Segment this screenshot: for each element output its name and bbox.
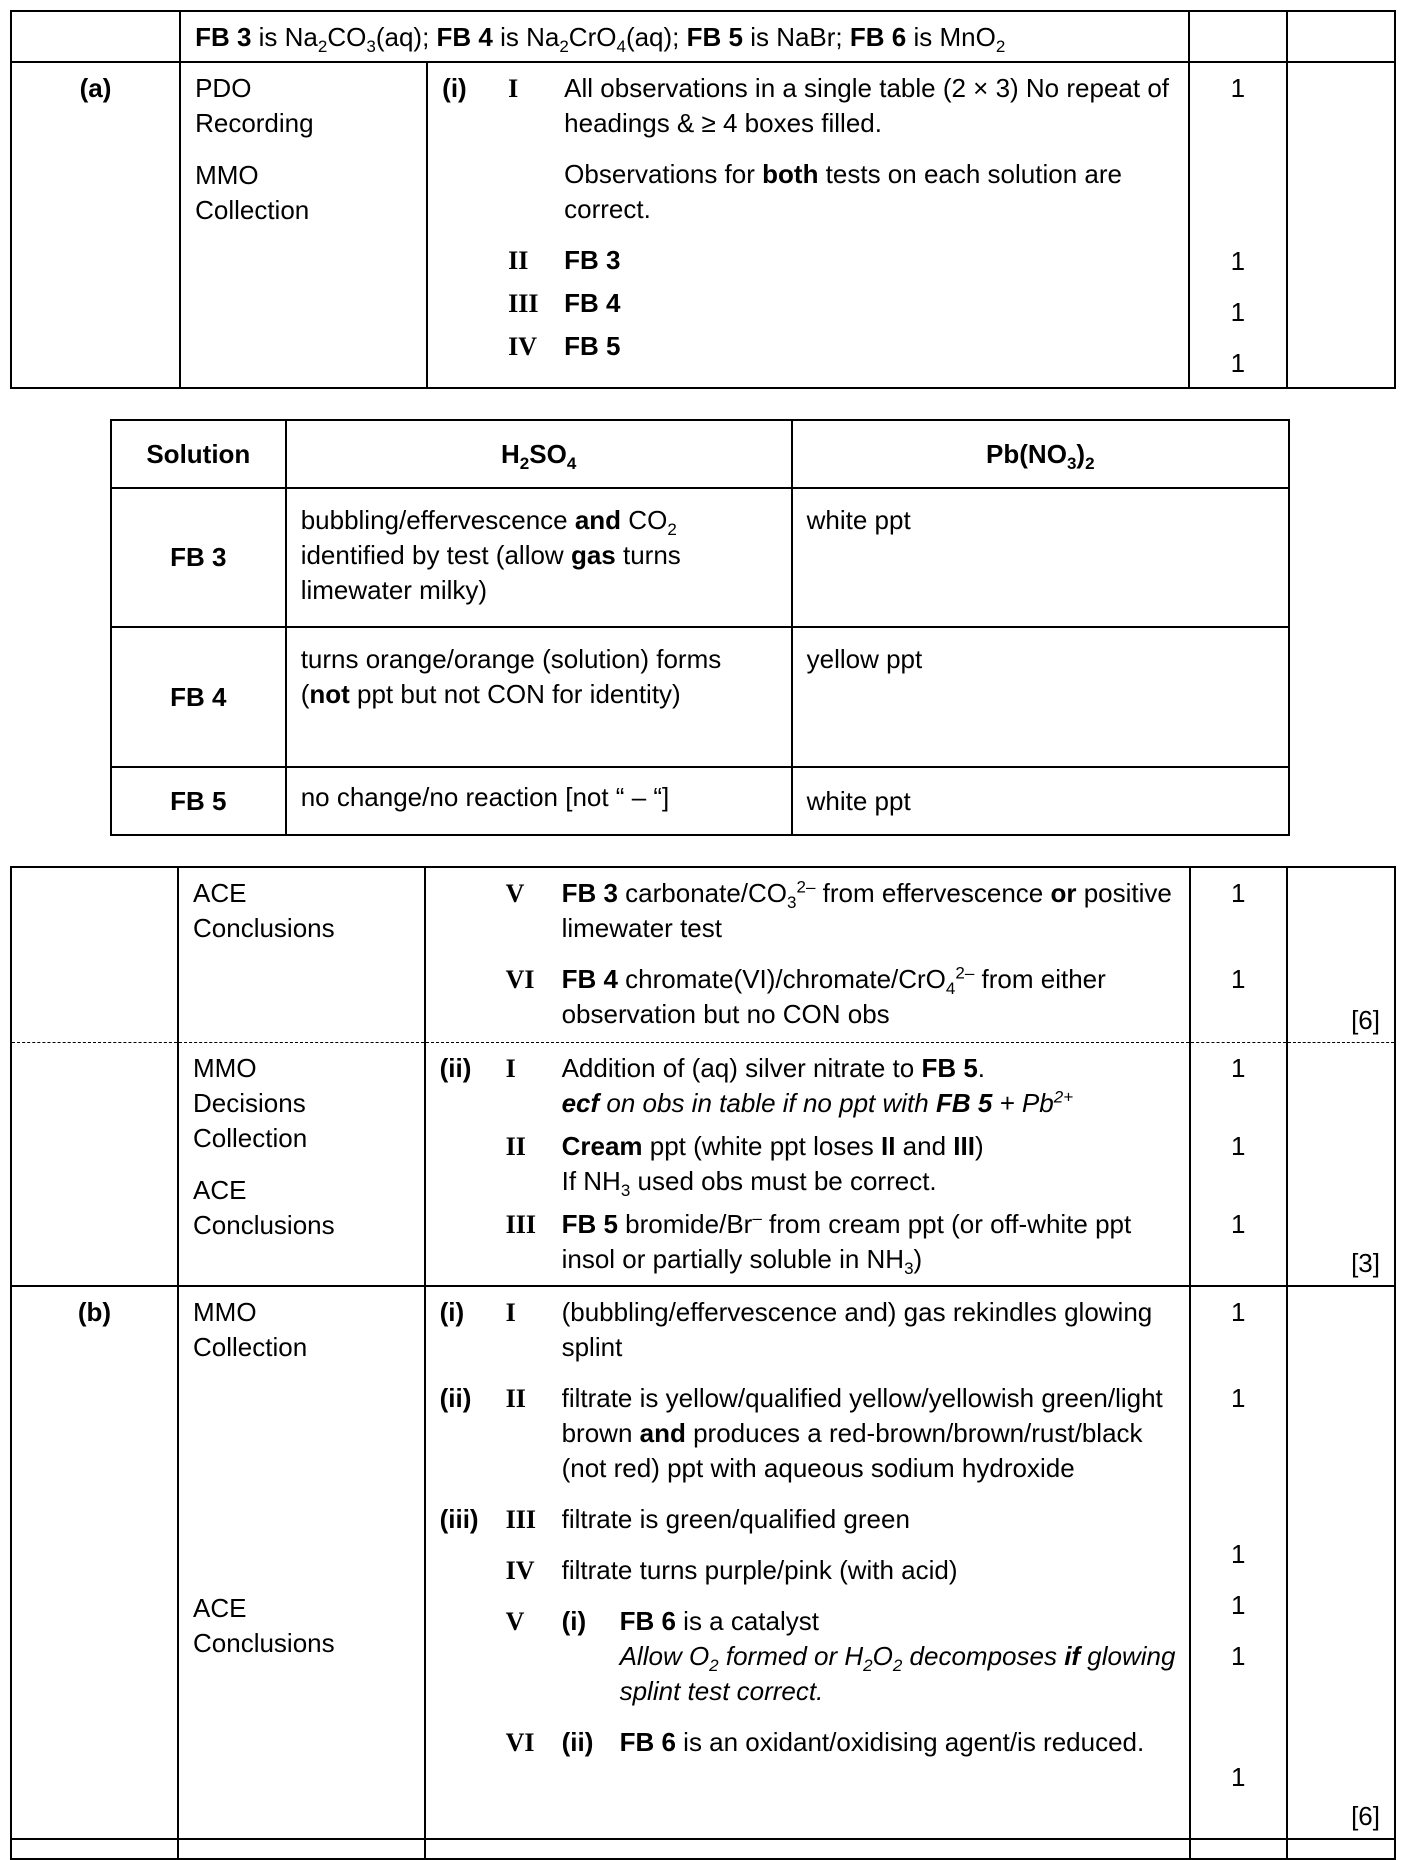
mark-value: 1 — [1231, 1762, 1246, 1792]
answer-text: FB 5 — [564, 331, 621, 361]
skill-label: ACE — [193, 1593, 247, 1623]
roman-numeral: V — [505, 879, 525, 908]
text: FB 5 — [921, 1052, 978, 1083]
total-marks: [6] — [1287, 1286, 1395, 1839]
subscript: 3 — [904, 1258, 914, 1278]
text: Observations for — [564, 159, 763, 189]
text: filtrate is yellow/qualified yellow/yellowish green/light brown — [561, 1383, 1163, 1448]
text: FB 5 — [935, 1087, 993, 1118]
text: ppt but not CON for identity) — [349, 679, 681, 709]
answer-cell — [425, 1286, 1190, 1839]
text: glowing splint test correct. — [619, 1641, 1176, 1706]
fb6-label: FB 6 — [849, 22, 907, 52]
answer-line — [440, 1381, 1189, 1486]
mark-value: 1 — [1231, 1383, 1246, 1413]
mark-cell — [1189, 11, 1287, 62]
mark-value: 1 — [1231, 1052, 1246, 1083]
text — [564, 157, 1187, 227]
text: chromate(VI)/chromate/CrO — [617, 964, 946, 994]
answer-line — [440, 1295, 1189, 1365]
text: is MnO — [906, 22, 996, 52]
skill-cell — [180, 62, 427, 388]
text: decomposes — [902, 1641, 1065, 1671]
text: turns limewater milky) — [300, 540, 681, 605]
answer-text — [562, 1051, 1189, 1121]
mark-value: 1 — [1231, 1208, 1246, 1239]
acid-observation — [286, 488, 792, 627]
mark-value: 1 — [1231, 878, 1246, 908]
text: is NaBr; — [742, 22, 850, 52]
text: ecf — [561, 1087, 600, 1118]
answer-text — [562, 962, 1189, 1032]
table-row — [111, 488, 1289, 627]
text: used obs must be correct. — [630, 1165, 937, 1196]
text: if — [1064, 1641, 1081, 1671]
text: FB 3 — [561, 878, 618, 908]
question-code: (b) — [11, 1286, 178, 1839]
roman-numeral: II — [508, 246, 529, 275]
skill-label: MMO — [193, 1052, 257, 1083]
answer-line — [442, 286, 1187, 329]
part-a-conclusions-row — [11, 867, 1395, 1042]
text: CO — [327, 22, 367, 52]
answer-cell — [425, 1042, 1190, 1286]
subscript: 3 — [787, 893, 797, 913]
answer-line — [440, 962, 1189, 1032]
text: carbonate/CO — [617, 878, 788, 908]
acid-observation: no change/no reaction [not “ – “] — [286, 767, 792, 835]
skill-cell — [178, 1042, 425, 1286]
answer-text — [620, 1725, 1189, 1760]
skill-label: PDO — [195, 73, 252, 103]
subscript: 2 — [559, 37, 569, 57]
text: FB 4 — [561, 964, 618, 994]
subscript: 4 — [945, 979, 956, 999]
text: bromide/Br — [617, 1208, 753, 1239]
text: from effervescence — [815, 878, 1051, 908]
fb3-label: FB 3 — [195, 22, 252, 52]
substances-header — [180, 11, 1189, 62]
part-a-row — [11, 62, 1395, 388]
mark-value: 1 — [1231, 1641, 1246, 1671]
text: II — [881, 1130, 896, 1161]
subscript: 4 — [616, 37, 626, 57]
answer-text: FB 3 — [564, 245, 621, 275]
roman-numeral: I — [505, 1053, 516, 1083]
text: ) — [974, 1130, 984, 1161]
answer-line — [442, 329, 1187, 372]
text: from either observation but no CON obs — [561, 964, 1106, 1029]
skill-cell — [178, 867, 425, 1042]
roman-numeral: VI — [505, 965, 535, 994]
mark-value: 1 — [1230, 73, 1246, 103]
text: produces a red-brown/brown/rust/black (not red) ppt with aqueous sodium hydroxide — [561, 1418, 1143, 1483]
lead-observation: white ppt — [792, 488, 1289, 627]
subscript: 2 — [667, 520, 677, 540]
text: Cream — [561, 1130, 643, 1161]
skill-label: ACE — [193, 878, 247, 908]
mark-cell — [1190, 1042, 1287, 1286]
total-marks: [3] — [1287, 1042, 1395, 1286]
roman-numeral: III — [505, 1209, 536, 1239]
text: Addition of (aq) silver nitrate to — [561, 1052, 922, 1083]
text: and — [895, 1130, 954, 1161]
header-row — [11, 11, 1395, 62]
text: FB 5 — [561, 1208, 618, 1239]
answer-line — [440, 1129, 1189, 1199]
superscript: 2+ — [1053, 1086, 1074, 1106]
text: and — [574, 505, 622, 535]
answer-text — [562, 1129, 1189, 1199]
subpart-label: (ii) — [439, 1383, 472, 1413]
skill-label: Collection — [193, 1122, 308, 1153]
subscript: 2 — [863, 1656, 873, 1676]
skill-label: Conclusions — [193, 913, 335, 943]
text: ) — [913, 1243, 923, 1274]
text: H — [501, 438, 520, 469]
subscript: 2 — [892, 1656, 903, 1676]
observation-table — [110, 419, 1290, 836]
empty-cell — [1287, 1839, 1395, 1859]
text: + Pb — [992, 1087, 1054, 1118]
column-header: Solution — [111, 420, 286, 488]
text: or — [1050, 878, 1077, 908]
skill-label: ACE — [193, 1174, 247, 1205]
mark-value: 1 — [1230, 246, 1246, 276]
subpart-label: (iii) — [439, 1504, 479, 1534]
answer-cell — [425, 867, 1190, 1042]
total-marks: [6] — [1287, 867, 1395, 1042]
skill-label: Conclusions — [193, 1628, 335, 1658]
text: FB 6 — [619, 1727, 676, 1757]
text: (aq); — [375, 22, 437, 52]
mark-value: 1 — [1231, 1297, 1246, 1327]
subscript: 2 — [317, 37, 328, 57]
part-a-ii-row — [11, 1042, 1395, 1286]
answer-cell — [427, 62, 1188, 388]
answer-line — [440, 1051, 1189, 1121]
text: Pb(NO — [986, 438, 1067, 469]
question-code: (a) — [11, 62, 180, 388]
answer-line — [440, 876, 1189, 946]
answer-text: filtrate turns purple/pink (with acid) — [561, 1555, 958, 1585]
table-row — [111, 627, 1289, 767]
mark-value: 1 — [1231, 964, 1246, 994]
text: not — [309, 679, 350, 709]
mark-scheme-table-b — [10, 866, 1396, 1860]
text: on obs in table if no ppt with — [599, 1087, 936, 1118]
empty-cell — [11, 1042, 178, 1286]
roman-numeral: I — [505, 1298, 516, 1327]
total-cell — [1287, 11, 1395, 62]
answer-line — [440, 1207, 1189, 1277]
mark-cell — [1189, 62, 1287, 388]
text: bubbling/effervescence — [300, 505, 575, 535]
superscript: – — [752, 1207, 762, 1227]
skill-label: Recording — [195, 108, 314, 138]
empty-cell — [11, 11, 180, 62]
total-cell — [1287, 62, 1395, 388]
subscript: 2 — [519, 453, 530, 473]
empty-cell — [11, 867, 178, 1042]
text: O — [872, 1641, 893, 1671]
text: is a catalyst — [675, 1606, 819, 1636]
subpart-label: (i) — [442, 73, 467, 103]
text: turns orange/orange (solution) forms ( — [300, 644, 722, 709]
mark-cell — [1190, 867, 1287, 1042]
text: FB 6 — [619, 1606, 676, 1636]
roman-numeral: III — [508, 289, 539, 318]
text: Allow O — [619, 1641, 710, 1671]
skill-cell — [178, 1286, 425, 1839]
text: CrO — [568, 22, 617, 52]
text: is an oxidant/oxidising agent/is reduced. — [675, 1727, 1145, 1757]
answer-line — [440, 1553, 1189, 1588]
text: CO — [621, 505, 668, 535]
text: III — [953, 1130, 975, 1161]
roman-numeral: VI — [505, 1728, 535, 1757]
subscript: 2 — [995, 37, 1006, 57]
text: from cream ppt (or off-white ppt insol or partially soluble in NH — [561, 1208, 1132, 1274]
subpart-label: (i) — [561, 1606, 587, 1636]
acid-observation — [286, 627, 792, 767]
mark-value: 1 — [1230, 297, 1246, 327]
roman-numeral: IV — [505, 1556, 535, 1585]
mark-cell — [1190, 1286, 1287, 1839]
text: positive limewater test — [561, 878, 1172, 943]
roman-numeral: III — [505, 1505, 536, 1534]
answer-text: filtrate is green/qualified green — [561, 1504, 910, 1534]
skill-label: Collection — [195, 195, 310, 225]
text: ) — [1076, 438, 1086, 469]
lead-observation: white ppt — [792, 767, 1289, 835]
mark-scheme-table-a — [10, 10, 1396, 389]
text: tests on each solution are correct. — [564, 159, 1122, 224]
skill-label: Decisions — [193, 1087, 306, 1118]
text: ppt (white ppt loses — [642, 1130, 881, 1161]
empty-cell — [1190, 1839, 1287, 1859]
answer-line — [440, 1604, 1189, 1709]
roman-numeral: V — [505, 1607, 525, 1636]
subpart-label: (i) — [439, 1297, 465, 1327]
subscript: 4 — [566, 453, 577, 473]
solution-label: FB 5 — [111, 767, 286, 835]
mark-value: 1 — [1231, 1590, 1246, 1620]
text: . — [977, 1052, 986, 1083]
empty-cell — [11, 1839, 178, 1859]
mark-value: 1 — [1230, 348, 1246, 378]
subscript: 2 — [709, 1656, 719, 1676]
text: and — [639, 1418, 686, 1448]
text: All observations in a single table (2 × 3) No repeat of headings & ≥ 4 boxes filled. — [564, 73, 1169, 138]
solution-label: FB 3 — [111, 488, 286, 627]
text: (aq); — [625, 22, 687, 52]
roman-numeral: II — [505, 1384, 526, 1413]
answer-text — [562, 1381, 1189, 1486]
obs-header-row — [111, 420, 1289, 488]
subscript: 3 — [366, 37, 376, 57]
empty-cell — [425, 1839, 1190, 1859]
answer-line — [440, 1725, 1189, 1760]
subpart-label: (ii) — [561, 1727, 594, 1757]
column-header — [286, 420, 792, 488]
mark-value: 1 — [1231, 1130, 1246, 1161]
text: gas — [570, 540, 616, 570]
skill-label: Conclusions — [193, 1209, 335, 1240]
answer-line — [440, 1502, 1189, 1537]
table-row — [111, 767, 1289, 835]
answer-line — [442, 71, 1187, 243]
skill-label: Collection — [193, 1332, 308, 1362]
fb4-label: FB 4 — [436, 22, 493, 52]
roman-numeral: II — [505, 1131, 526, 1161]
superscript: 2– — [955, 963, 975, 983]
lead-observation: yellow ppt — [792, 627, 1289, 767]
text: If NH — [561, 1165, 621, 1196]
text: SO — [529, 438, 567, 469]
subscript: 3 — [1066, 453, 1077, 473]
text: identified by test (allow — [300, 540, 571, 570]
roman-numeral: I — [508, 74, 519, 103]
text: is Na — [251, 22, 318, 52]
part-b-row — [11, 1286, 1395, 1839]
mark-value: 1 — [1231, 1539, 1246, 1569]
answer-text: (bubbling/effervescence and) gas rekindles glowing splint — [561, 1297, 1153, 1362]
skill-label: MMO — [195, 160, 259, 190]
roman-numeral: IV — [508, 332, 538, 361]
answer-text — [564, 71, 1187, 243]
answer-line — [442, 243, 1187, 286]
column-header — [792, 420, 1289, 488]
next-row-top — [11, 1839, 1395, 1859]
superscript: 2– — [796, 877, 816, 897]
answer-text: FB 4 — [564, 288, 621, 318]
solution-label: FB 4 — [111, 627, 286, 767]
fb5-label: FB 5 — [686, 22, 743, 52]
skill-label: MMO — [193, 1297, 257, 1327]
subscript: 3 — [620, 1180, 631, 1200]
empty-cell — [178, 1839, 425, 1859]
answer-text — [562, 1207, 1189, 1277]
text: both — [762, 159, 819, 189]
answer-text — [562, 876, 1189, 946]
answer-text — [620, 1604, 1189, 1709]
subpart-label: (ii) — [439, 1052, 472, 1083]
text: is Na — [492, 22, 560, 52]
subscript: 2 — [1085, 453, 1095, 473]
text: formed or H — [718, 1641, 864, 1671]
